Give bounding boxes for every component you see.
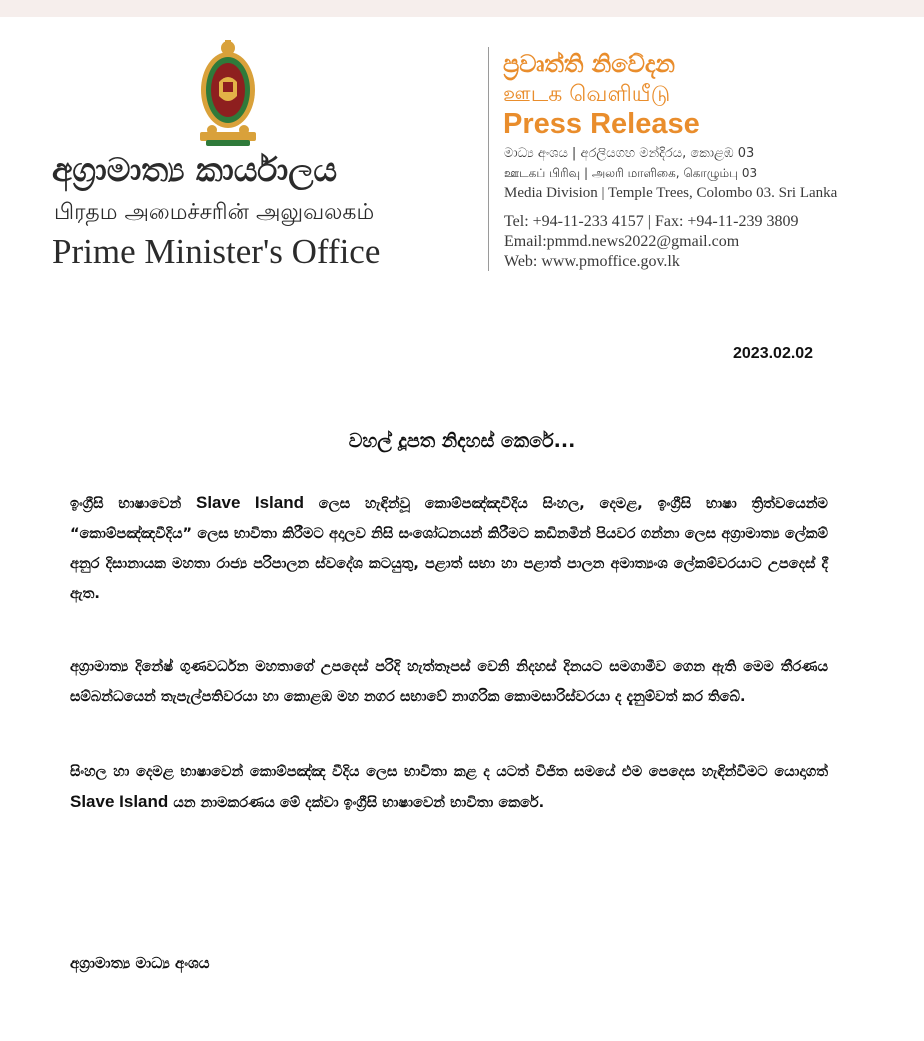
address-english: Media Division | Temple Trees, Colombo 03. Sri Lanka bbox=[504, 185, 838, 201]
top-band bbox=[0, 0, 924, 17]
office-name-english: Prime Minister's Office bbox=[52, 232, 381, 271]
office-name-sinhala: අග්‍රාමාත්‍ය කාර්යාලය bbox=[52, 150, 338, 189]
paragraph-3-highlight: Slave Island bbox=[70, 792, 169, 811]
press-release-title-english: Press Release bbox=[503, 108, 700, 140]
website-address: Web: www.pmoffice.gov.lk bbox=[504, 253, 680, 270]
paragraph-1-text-end: ලෙස හැඳින්වූ කොම්පඤ්ඤවීදිය සිංහල, දෙමළ, ඉංග්‍රීසි භාෂා ත්‍රිත්වයෙන්ම “කොම්පඤ්ඤවීදිය” ලෙස භාවිතා කිරීමට අදාලව නිසි සංශෝධනයන් කිරීමට කඩිනමින් පියවර ගන්නා ලෙස අග්‍රාමාත්‍ය ලේකම් අනුර දිසානායක මහතා රාජ්‍ය පරිපාලන ස්වදේශ කටයුතු, පළාත් සභා හා පළාත් පාලන අමාත්‍යංශ ලේකම්වරයාට උපදෙස් දී ඇත. bbox=[70, 496, 828, 602]
email-address: Email:pmmd.news2022@gmail.com bbox=[504, 233, 740, 250]
press-release-title-tamil: ஊடக வெளியீடு bbox=[503, 82, 671, 107]
release-headline: වහල් දූපත නිදහස් කෙරේ... bbox=[348, 430, 576, 452]
press-release-title-sinhala: ප්‍රවෘත්ති නිවේදන bbox=[503, 50, 675, 78]
paragraph-2 bbox=[70, 652, 828, 712]
paragraph-2-text: අග්‍රාමාත්‍ය දිනේෂ් ගුණවර්ධන මහතාගේ උපදෙස් පරිදි හැත්තෑපස් වෙනි නිදහස් දිනයට සමගාමීව ගෙන ඇති මෙම තීරණය සම්බන්ධයෙන් තැපැල්පතිවරයා හා කොළඹ මහ නගර සභාවේ නාගරික කොමසාරිස්වරයා ද දැනුම්වත් කර තිබේ. bbox=[70, 659, 828, 705]
paragraph-3-text-start: සිංහල හා දෙමළ භාෂාවෙන් කොම්පඤ්ඤ වීදිය ලෙස භාවිතා කළ ද යටත් විජිත සමයේ එම පෙදෙස හැඳින්වීමට යොදාගත් bbox=[70, 764, 828, 780]
header-divider bbox=[488, 47, 489, 271]
paragraph-3 bbox=[70, 757, 828, 818]
paragraph-3-text-end: යන නාමකරණය මේ දක්වා ඉංග්‍රීසි භාෂාවෙන් භාවිතා කෙරේ. bbox=[168, 795, 545, 811]
paragraph-1-text-start: ඉංග්‍රීසි භාෂාවෙන් bbox=[70, 496, 196, 512]
paragraph-1 bbox=[70, 488, 828, 609]
national-emblem-icon bbox=[188, 38, 268, 150]
address-tamil: ஊடகப் பிரிவு | அலரி மாளிகை, கொழும்பு 03 bbox=[504, 166, 758, 180]
release-date: 2023.02.02 bbox=[733, 345, 814, 362]
signature: අග්‍රාමාත්‍ය මාධ්‍ය අංශය bbox=[70, 954, 210, 972]
address-sinhala: මාධ්‍ය අංශය | අරලියගහ මන්දිරය, කොළඹ 03 bbox=[504, 146, 755, 161]
paragraph-1-highlight: Slave Island bbox=[195, 493, 305, 512]
office-name-tamil: பிரதம அமைச்சரின் அலுவலகம் bbox=[54, 200, 375, 225]
phone-fax: Tel: +94-11-233 4157 | Fax: +94-11-239 3809 bbox=[504, 213, 799, 230]
